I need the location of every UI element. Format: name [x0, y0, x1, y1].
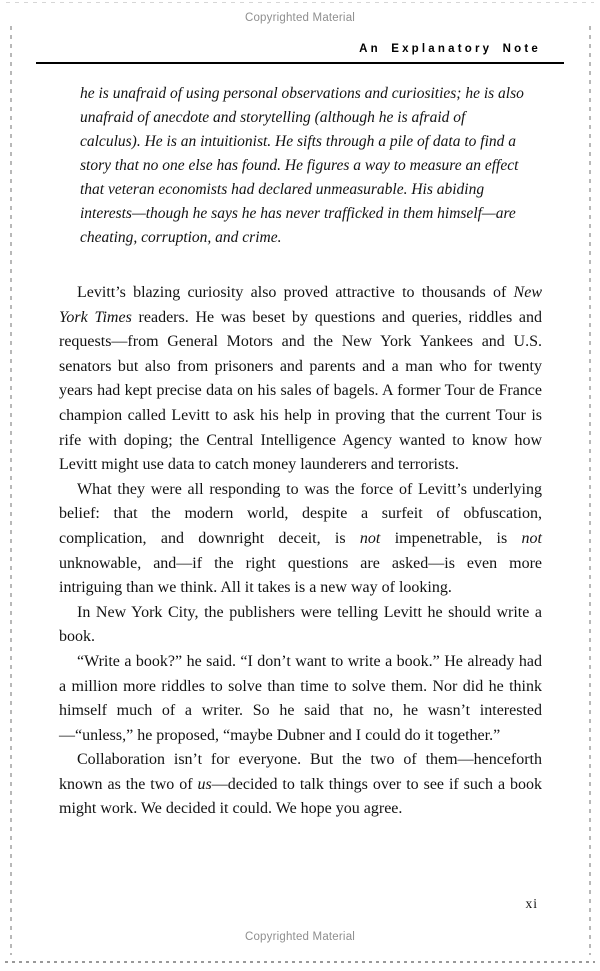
page-edge-left — [10, 26, 12, 955]
paragraph-underlying-belief: What they were all responding to was the force of Levitt’s underlying belief: that the modern world, despite a surfeit of obfuscation, complication, and downright deceit, is not impenetrable, is not unknowable, and—if the right questions are asked—is even more intriguing than we think. All it takes is a new way of looking. — [59, 480, 542, 597]
header-rule — [36, 62, 564, 64]
paragraph-publishers: In New York City, the publishers were telling Levitt he should write a book. — [59, 603, 542, 646]
body-text — [59, 281, 542, 822]
page-edge-bottom — [5, 961, 595, 963]
page-edge-top — [6, 2, 594, 3]
running-header: An Explanatory Note — [359, 43, 541, 55]
copyright-notice-bottom: Copyrighted Material — [244, 931, 356, 943]
epigraph-quote: he is unafraid of using personal observations and curiosities; he is also unafraid of anecdote and storytelling (although he is afraid of calculus). He is an intuitionist. He sifts through a pile of data to find a story that no one else has found. He figures a way to measure an effect that veteran economists had declared unmeasurable. His abiding interests—though he says he has never trafficked in them himself—are cheating, corruption, and crime. — [80, 85, 524, 246]
page-edge-right — [589, 26, 591, 955]
page-number: xi — [525, 896, 538, 911]
paragraph-collaboration: Collaboration isn’t for everyone. But the two of them—henceforth known as the two of us—decided to talk things over to see if such a book might work. We decided it could. We hope you agree. — [59, 751, 543, 818]
copyright-notice-top: Copyrighted Material — [244, 12, 356, 24]
paragraph-write-a-book: “Write a book?” he said. “I don’t want to write a book.” He already had a million more riddles to solve than time to solve them. Nor did he think himself much of a writer. So he said that no, he wasn’t interested—“unless,” he proposed, “maybe Dubner and I could do it together.” — [59, 652, 542, 744]
paragraph-levitt-curiosity: Levitt’s blazing curiosity also proved attractive to thousands of New York Times readers. He was beset by questions and queries, riddles and requests—from General Motors and the New York Yankees and U.S. senators but also from prisoners and parents and a man who for twenty years had kept precise data on his sales of bagels. A former Tour de France champion called Levitt to ask his help in proving that the current Tour is rife with doping; the Central Intelligence Agency wanted to know how Levitt might use data to catch money launderers and terrorists. — [59, 284, 543, 474]
